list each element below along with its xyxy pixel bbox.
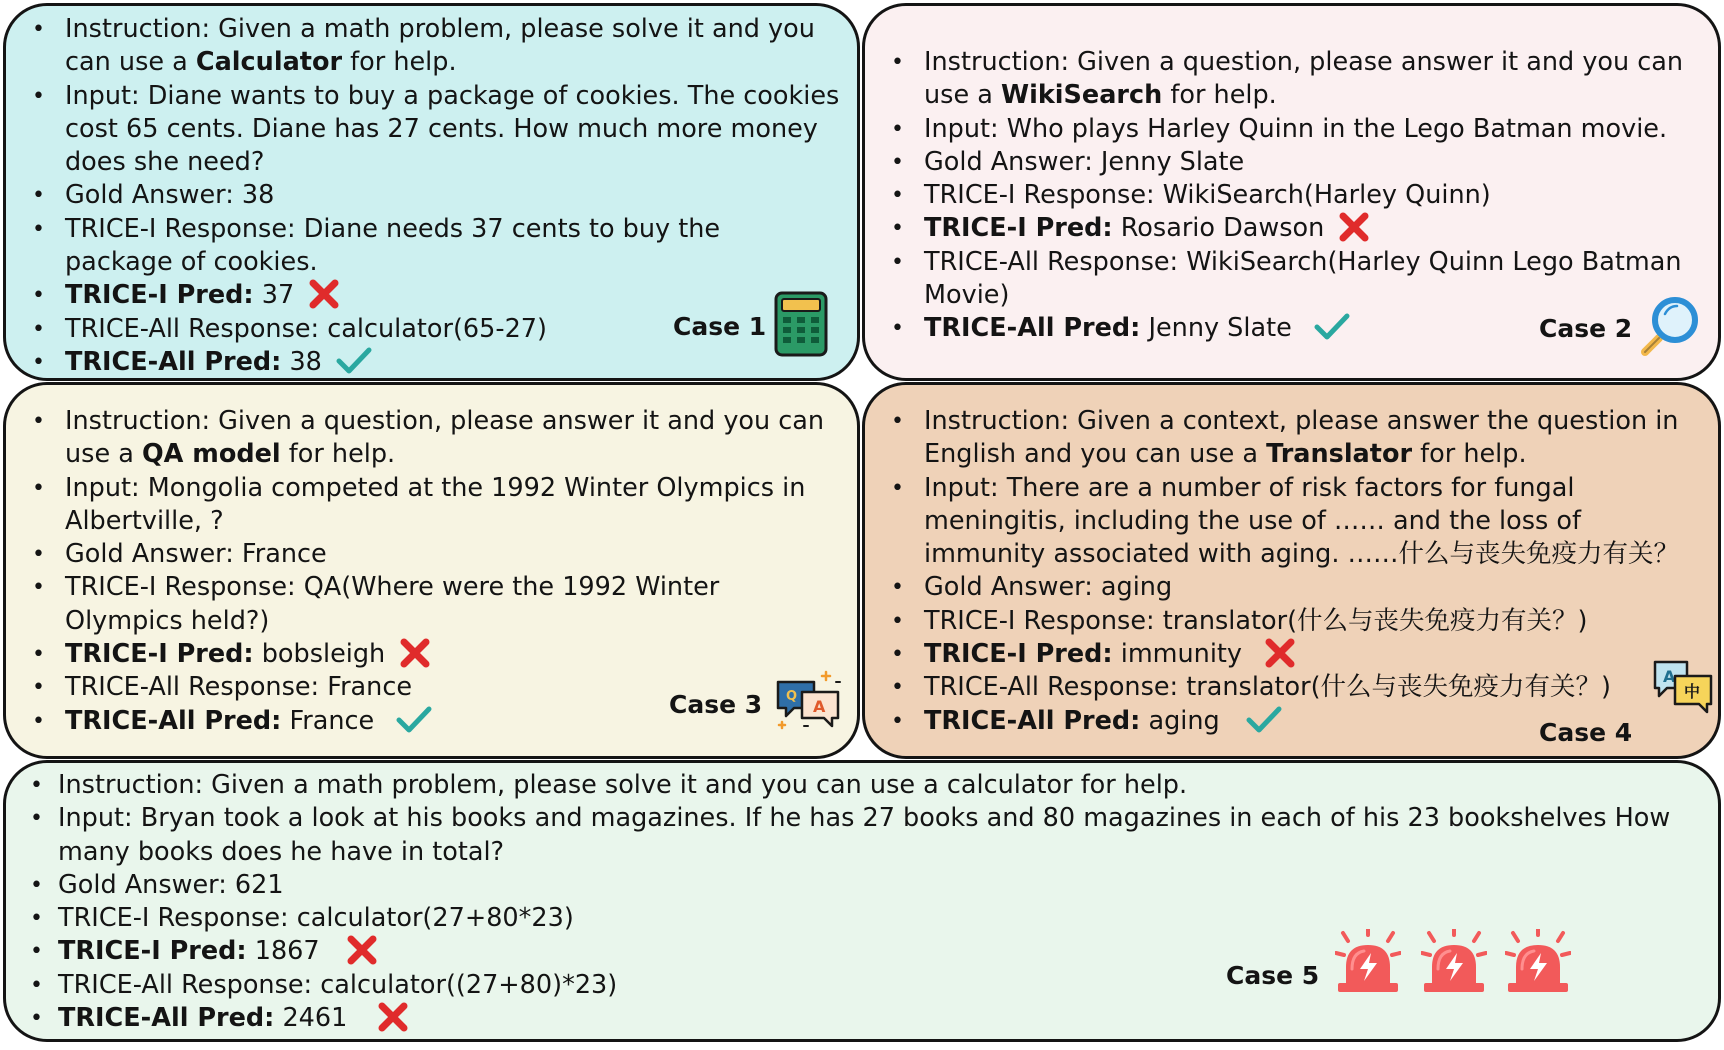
tool-name: Calculator xyxy=(195,47,343,78)
qa-chat-icon xyxy=(774,668,844,732)
svg-text:Q: Q xyxy=(786,689,798,704)
trice-i-pred-item xyxy=(885,638,1705,671)
tool-name: WikiSearch xyxy=(1000,80,1163,111)
trice-all-response-item: • TRICE-All Response: calculator((27+80)*23) xyxy=(26,969,1686,1002)
instruction-item-cont: English and you can use a Translator for help. xyxy=(924,439,1527,470)
case-label: Case 5 xyxy=(1226,961,1320,990)
case-label: Case 3 xyxy=(669,690,763,719)
pred-label: TRICE-All Pred: xyxy=(58,1003,275,1034)
cross-icon xyxy=(308,279,340,309)
pred-label: TRICE-All Pred: xyxy=(65,346,282,377)
pred-label: TRICE-All Pred: xyxy=(924,705,1141,736)
pred-label: TRICE-I Pred: xyxy=(924,213,1113,244)
pred-value: Jenny Slate xyxy=(1148,313,1292,344)
trice-i-response-item: • TRICE-I Response: WikiSearch(Harley Quinn) xyxy=(885,179,1705,212)
gold-answer-item: • Gold Answer: Jenny Slate xyxy=(885,146,1705,179)
case-5-list xyxy=(26,769,1686,1035)
case-label: Case 1 xyxy=(673,312,767,341)
trice-i-response-item: • TRICE-I Response: translator(什么与丧失免疫力有关？) xyxy=(885,605,1705,638)
svg-text:A: A xyxy=(1663,667,1676,686)
check-icon xyxy=(396,705,432,735)
instruction-item-cont: use a WikiSearch for help. xyxy=(924,80,1277,111)
input-item-cont: cost 65 cents. Diane has 27 cents. How much more money xyxy=(65,113,818,144)
case-4-list xyxy=(885,405,1705,738)
pred-value: 1867 xyxy=(254,936,320,967)
trice-i-pred-item xyxy=(26,279,841,312)
instruction-item-cont: can use a Calculator for help. xyxy=(65,47,457,78)
case-2-panel xyxy=(862,3,1721,381)
pred-value: immunity xyxy=(1120,639,1242,670)
trice-i-pred-item xyxy=(26,638,841,671)
pred-label: TRICE-All Pred: xyxy=(65,705,282,736)
instruction-item: • Instruction: Given a math problem, please solve it and you can use a calculator for help. xyxy=(26,769,1686,802)
case-3-panel xyxy=(3,382,860,759)
svg-text:中: 中 xyxy=(1684,682,1701,701)
cross-icon xyxy=(346,935,378,965)
calculator-icon xyxy=(774,291,828,357)
trice-all-response-item: • TRICE-All Response: France xyxy=(26,671,841,704)
trice-i-pred-item xyxy=(885,212,1705,245)
gold-answer-item: • Gold Answer: aging xyxy=(885,571,1705,604)
input-item: • Input: Diane wants to buy a package of cookies. The cookies xyxy=(26,80,841,113)
check-icon xyxy=(1246,705,1282,735)
case-1-panel xyxy=(3,3,860,381)
input-item: • Input: Bryan took a look at his books and magazines. If he has 27 books and 80 magazines in each of his 23 bookshelves How xyxy=(26,802,1686,835)
input-item: • Input: Mongolia competed at the 1992 Winter Olympics in xyxy=(26,472,841,505)
trice-all-response-item-cont: Movie) xyxy=(924,280,1010,311)
pred-label: TRICE-I Pred: xyxy=(65,639,254,670)
pred-value: 37 xyxy=(261,280,295,311)
magnifier-icon xyxy=(1639,296,1701,358)
case-label: Case 4 xyxy=(1539,718,1633,747)
pred-value: aging xyxy=(1148,705,1220,736)
alarm-siren-icon xyxy=(1505,929,1571,995)
trice-i-response-item: • TRICE-I Response: calculator(27+80*23) xyxy=(26,902,1686,935)
input-item-cont: many books does he have in total? xyxy=(58,836,505,867)
tool-name: Translator xyxy=(1266,439,1413,470)
input-item-cont: immunity associated with aging. ……什么与丧失免疫力有关？ xyxy=(924,539,1680,570)
input-item-cont: meningitis, including the use of …… and the loss of xyxy=(924,505,1581,536)
pred-label: TRICE-I Pred: xyxy=(58,936,247,967)
cross-icon xyxy=(1338,212,1370,242)
trice-i-response-item-cont: package of cookies. xyxy=(65,247,318,278)
instruction-item: • Instruction: Given a context, please answer the question in xyxy=(885,405,1705,438)
gold-answer-item: • Gold Answer: 38 xyxy=(26,179,841,212)
alarm-siren-icon xyxy=(1421,929,1487,995)
instruction-item: • Instruction: Given a question, please answer it and you can xyxy=(26,405,841,438)
instruction-item-cont: use a QA model for help. xyxy=(65,439,396,470)
svg-text:A: A xyxy=(813,697,826,716)
trice-i-response-item-cont: Olympics held?) xyxy=(65,605,270,636)
translator-icon xyxy=(1651,658,1715,716)
pred-value: France xyxy=(289,705,375,736)
input-item: • Input: Who plays Harley Quinn in the Lego Batman movie. xyxy=(885,113,1705,146)
pred-value: bobsleigh xyxy=(261,639,386,670)
trice-all-response-item: • TRICE-All Response: translator(什么与丧失免疫力有关？) xyxy=(885,671,1705,704)
pred-value: 2461 xyxy=(282,1003,348,1034)
cross-icon xyxy=(377,1002,409,1032)
pred-value: Rosario Dawson xyxy=(1120,213,1325,244)
case-5-panel xyxy=(3,760,1721,1042)
trice-i-response-item: • TRICE-I Response: QA(Where were the 1992 Winter xyxy=(26,571,841,604)
input-item: • Input: There are a number of risk factors for fungal xyxy=(885,472,1705,505)
case-4-panel xyxy=(862,382,1721,759)
cross-icon xyxy=(1264,638,1296,668)
trice-all-pred-item xyxy=(26,346,841,379)
instruction-item: • Instruction: Given a math problem, please solve it and you xyxy=(26,13,841,46)
gold-answer-item: • Gold Answer: 621 xyxy=(26,869,1686,902)
check-icon xyxy=(1314,312,1350,342)
case-label: Case 2 xyxy=(1539,314,1633,343)
tool-name: QA model xyxy=(141,439,281,470)
input-item-cont: Albertville, ? xyxy=(65,505,224,536)
pred-value: 38 xyxy=(289,346,322,377)
trice-all-response-item: • TRICE-All Response: calculator(65-27) xyxy=(26,313,841,346)
case-2-list xyxy=(885,46,1705,346)
instruction-item: • Instruction: Given a question, please answer it and you can xyxy=(885,46,1705,79)
trice-all-response-item: • TRICE-All Response: WikiSearch(Harley Quinn Lego Batman xyxy=(885,246,1705,279)
alarm-siren-icon xyxy=(1335,929,1401,995)
pred-label: TRICE-I Pred: xyxy=(924,639,1113,670)
trice-i-response-item: • TRICE-I Response: Diane needs 37 cents to buy the xyxy=(26,213,841,246)
pred-label: TRICE-All Pred: xyxy=(924,313,1141,344)
trice-all-pred-item xyxy=(26,1002,1686,1035)
pred-label: TRICE-I Pred: xyxy=(65,280,254,311)
check-icon xyxy=(336,346,372,376)
cross-icon xyxy=(399,638,431,668)
case-3-list xyxy=(26,405,841,738)
input-item-cont: does she need? xyxy=(65,147,265,178)
gold-answer-item: • Gold Answer: France xyxy=(26,538,841,571)
